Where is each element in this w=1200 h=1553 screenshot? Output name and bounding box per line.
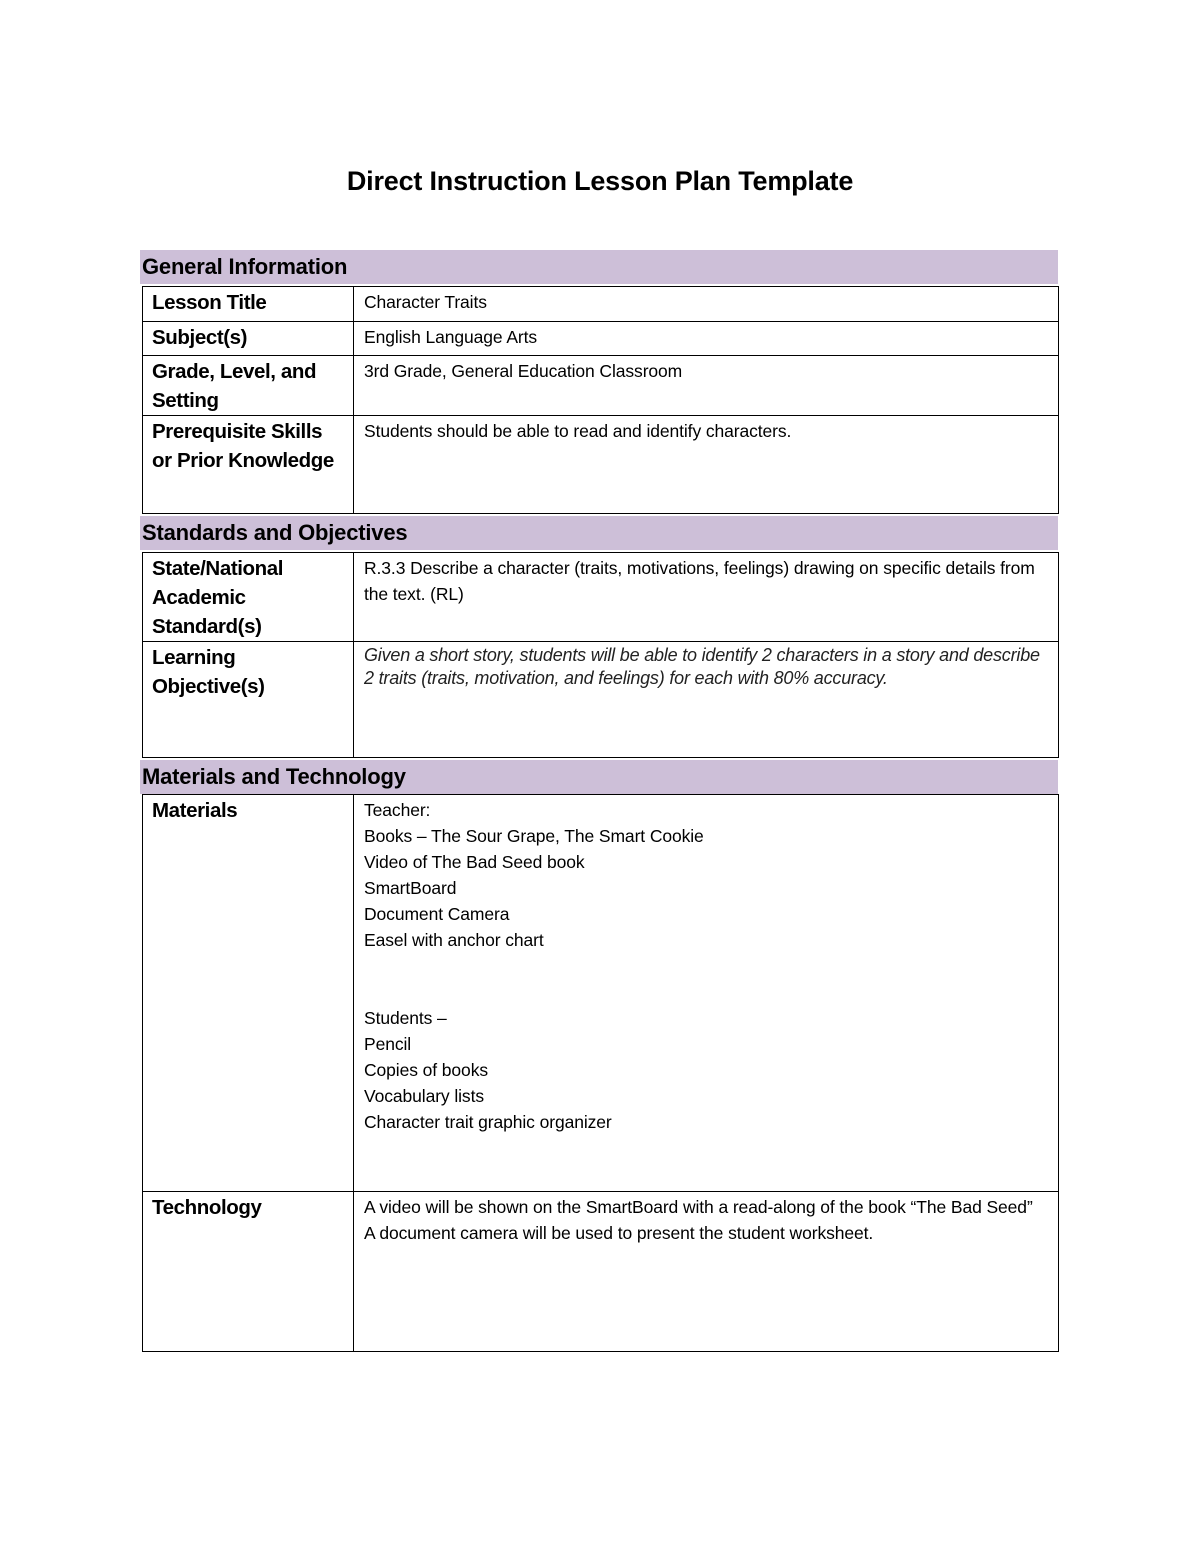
technology-line: A document camera will be used to present the student worksheet.	[364, 1223, 874, 1243]
list-item: Students –	[364, 1008, 447, 1028]
row-value: English Language Arts	[354, 322, 1059, 356]
technology-line: A video will be shown on the SmartBoard with a read-along of the book “The Bad Seed”	[364, 1197, 1033, 1217]
row-value: Given a short story, students will be able to identify 2 characters in a story and describe 2 traits (traits, motivation, and feelings) for each with 80% accuracy.	[354, 642, 1059, 758]
table-row	[143, 287, 1059, 322]
technology-text	[354, 1192, 1059, 1352]
table-row	[143, 795, 1059, 1192]
list-item: Teacher:	[364, 800, 431, 820]
row-label: Materials	[143, 795, 354, 1192]
section-header-materials: Materials and Technology	[140, 760, 1058, 794]
list-item: Pencil	[364, 1034, 412, 1054]
section-header-standards: Standards and Objectives	[140, 516, 1058, 550]
list-item: Character trait graphic organizer	[364, 1112, 612, 1132]
row-label: Grade, Level, and Setting	[143, 356, 354, 416]
row-value: Students should be able to read and identify characters.	[354, 416, 1059, 514]
row-label: Lesson Title	[143, 287, 354, 322]
row-label: Technology	[143, 1192, 354, 1352]
table-row	[143, 1192, 1059, 1352]
table-row	[143, 553, 1059, 642]
materials-list	[354, 795, 1059, 1192]
list-item: Copies of books	[364, 1060, 488, 1080]
list-item: Vocabulary lists	[364, 1086, 484, 1106]
page-title: Direct Instruction Lesson Plan Template	[346, 166, 854, 196]
materials-table	[142, 794, 1059, 1352]
list-item: Easel with anchor chart	[364, 930, 544, 950]
list-item: SmartBoard	[364, 878, 457, 898]
table-row	[143, 642, 1059, 758]
table-row	[143, 416, 1059, 514]
row-value: R.3.3 Describe a character (traits, motivations, feelings) drawing on specific details from the text. (RL)	[354, 553, 1059, 642]
standards-table	[142, 552, 1059, 758]
row-value: Character Traits	[354, 287, 1059, 322]
list-item: Books – The Sour Grape, The Smart Cookie	[364, 826, 704, 846]
section-header-general: General Information	[140, 250, 1058, 284]
row-label: State/National Academic Standard(s)	[143, 553, 354, 642]
table-row	[143, 322, 1059, 356]
row-value: 3rd Grade, General Education Classroom	[354, 356, 1059, 416]
list-item: Document Camera	[364, 904, 510, 924]
row-label: Subject(s)	[143, 322, 354, 356]
row-label: Learning Objective(s)	[143, 642, 354, 758]
list-spacer	[364, 953, 1050, 1005]
list-item: Video of The Bad Seed book	[364, 852, 585, 872]
general-info-table	[142, 286, 1059, 514]
row-label: Prerequisite Skills or Prior Knowledge	[143, 416, 354, 514]
table-row	[143, 356, 1059, 416]
